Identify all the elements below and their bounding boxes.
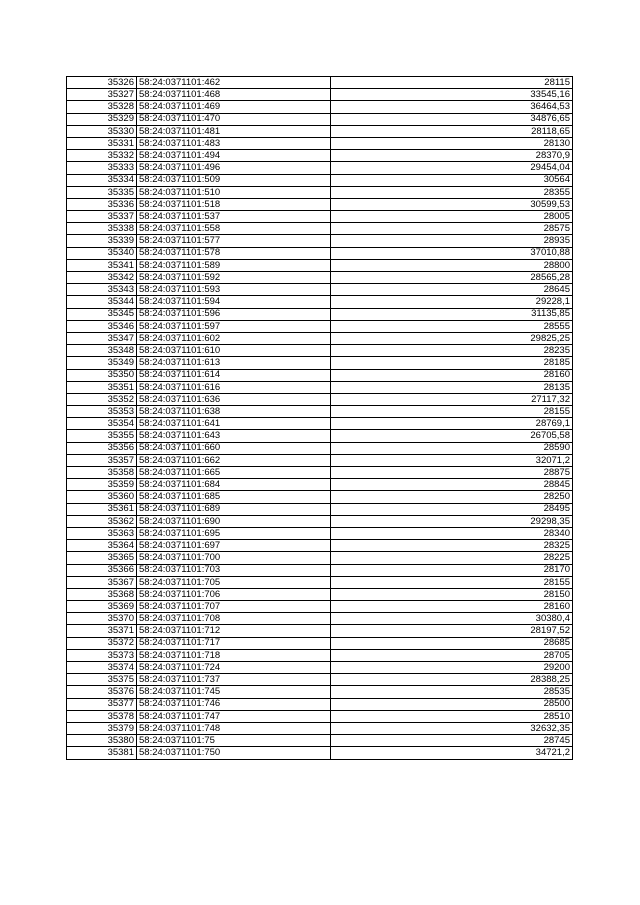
value-cell: 29228,1 (331, 296, 573, 308)
cadastral-number-cell: 58:24:0371101:593 (137, 284, 331, 296)
row-id-cell: 35335 (67, 186, 137, 198)
cadastral-number-cell: 58:24:0371101:638 (137, 406, 331, 418)
value-cell: 28118,65 (331, 125, 573, 137)
value-cell: 28150 (331, 588, 573, 600)
value-cell: 28185 (331, 357, 573, 369)
cadastral-number-cell: 58:24:0371101:695 (137, 527, 331, 539)
cadastral-number-cell: 58:24:0371101:685 (137, 491, 331, 503)
cadastral-number-cell: 58:24:0371101:697 (137, 540, 331, 552)
row-id-cell: 35327 (67, 89, 137, 101)
value-cell: 33545,16 (331, 89, 573, 101)
row-id-cell: 35365 (67, 552, 137, 564)
cadastral-number-cell: 58:24:0371101:708 (137, 613, 331, 625)
cadastral-number-cell: 58:24:0371101:589 (137, 259, 331, 271)
row-id-cell: 35343 (67, 284, 137, 296)
cadastral-number-cell: 58:24:0371101:662 (137, 454, 331, 466)
row-id-cell: 35363 (67, 527, 137, 539)
table-row (67, 284, 573, 296)
value-cell: 28325 (331, 540, 573, 552)
table-row (67, 576, 573, 588)
row-id-cell: 35367 (67, 576, 137, 588)
cadastral-number-cell: 58:24:0371101:510 (137, 186, 331, 198)
row-id-cell: 35329 (67, 113, 137, 125)
value-cell: 28160 (331, 369, 573, 381)
table-row (67, 247, 573, 259)
row-id-cell: 35359 (67, 479, 137, 491)
value-cell: 29454,04 (331, 162, 573, 174)
value-cell: 32071,2 (331, 454, 573, 466)
value-cell: 28005 (331, 211, 573, 223)
value-cell: 28745 (331, 735, 573, 747)
row-id-cell: 35354 (67, 418, 137, 430)
value-cell: 27117,32 (331, 393, 573, 405)
row-id-cell: 35358 (67, 467, 137, 479)
cadastral-number-cell: 58:24:0371101:641 (137, 418, 331, 430)
table-row (67, 515, 573, 527)
cadastral-number-cell: 58:24:0371101:594 (137, 296, 331, 308)
value-cell: 28500 (331, 698, 573, 710)
row-id-cell: 35357 (67, 454, 137, 466)
table-row (67, 662, 573, 674)
cadastral-number-cell: 58:24:0371101:706 (137, 588, 331, 600)
row-id-cell: 35378 (67, 710, 137, 722)
cadastral-number-cell: 58:24:0371101:684 (137, 479, 331, 491)
cadastral-number-cell: 58:24:0371101:469 (137, 101, 331, 113)
value-cell: 28225 (331, 552, 573, 564)
cadastral-number-cell: 58:24:0371101:750 (137, 747, 331, 759)
cadastral-number-cell: 58:24:0371101:748 (137, 722, 331, 734)
table-row (67, 479, 573, 491)
row-id-cell: 35351 (67, 381, 137, 393)
row-id-cell: 35350 (67, 369, 137, 381)
table-row (67, 211, 573, 223)
row-id-cell: 35344 (67, 296, 137, 308)
table-row (67, 637, 573, 649)
cadastral-number-cell: 58:24:0371101:483 (137, 137, 331, 149)
cadastral-number-cell: 58:24:0371101:494 (137, 150, 331, 162)
table-row (67, 393, 573, 405)
table-row (67, 735, 573, 747)
cadastral-number-cell: 58:24:0371101:689 (137, 503, 331, 515)
row-id-cell: 35326 (67, 77, 137, 89)
cadastral-number-cell: 58:24:0371101:602 (137, 332, 331, 344)
row-id-cell: 35328 (67, 101, 137, 113)
value-cell: 28510 (331, 710, 573, 722)
table-row (67, 442, 573, 454)
row-id-cell: 35373 (67, 649, 137, 661)
value-cell: 28875 (331, 467, 573, 479)
cadastral-number-cell: 58:24:0371101:707 (137, 601, 331, 613)
table-row (67, 89, 573, 101)
row-id-cell: 35355 (67, 430, 137, 442)
row-id-cell: 35339 (67, 235, 137, 247)
table-row (67, 125, 573, 137)
value-cell: 28197,52 (331, 625, 573, 637)
row-id-cell: 35360 (67, 491, 137, 503)
table-row (67, 332, 573, 344)
row-id-cell: 35380 (67, 735, 137, 747)
row-id-cell: 35375 (67, 674, 137, 686)
row-id-cell: 35368 (67, 588, 137, 600)
table-row (67, 588, 573, 600)
row-id-cell: 35345 (67, 308, 137, 320)
row-id-cell: 35374 (67, 662, 137, 674)
value-cell: 28155 (331, 576, 573, 588)
table-row (67, 430, 573, 442)
table-row (67, 381, 573, 393)
value-cell: 28370,9 (331, 150, 573, 162)
table-row (67, 491, 573, 503)
row-id-cell: 35332 (67, 150, 137, 162)
table-row (67, 308, 573, 320)
row-id-cell: 35337 (67, 211, 137, 223)
row-id-cell: 35353 (67, 406, 137, 418)
table-row (67, 406, 573, 418)
cadastral-number-cell: 58:24:0371101:468 (137, 89, 331, 101)
table-row (67, 613, 573, 625)
table-row (67, 223, 573, 235)
value-cell: 28800 (331, 259, 573, 271)
value-cell: 28135 (331, 381, 573, 393)
row-id-cell: 35342 (67, 272, 137, 284)
cadastral-number-cell: 58:24:0371101:636 (137, 393, 331, 405)
value-cell: 29200 (331, 662, 573, 674)
value-cell: 34721,2 (331, 747, 573, 759)
value-cell: 28115 (331, 77, 573, 89)
value-cell: 28250 (331, 491, 573, 503)
table-row (67, 235, 573, 247)
value-cell: 34876,65 (331, 113, 573, 125)
cadastral-number-cell: 58:24:0371101:660 (137, 442, 331, 454)
cadastral-number-cell: 58:24:0371101:537 (137, 211, 331, 223)
row-id-cell: 35364 (67, 540, 137, 552)
table-row (67, 686, 573, 698)
value-cell: 28645 (331, 284, 573, 296)
row-id-cell: 35352 (67, 393, 137, 405)
row-id-cell: 35376 (67, 686, 137, 698)
table-row (67, 198, 573, 210)
cadastral-number-cell: 58:24:0371101:643 (137, 430, 331, 442)
table-row (67, 259, 573, 271)
table-row (67, 113, 573, 125)
cadastral-number-cell: 58:24:0371101:518 (137, 198, 331, 210)
cadastral-number-cell: 58:24:0371101:597 (137, 320, 331, 332)
row-id-cell: 35366 (67, 564, 137, 576)
cadastral-number-cell: 58:24:0371101:509 (137, 174, 331, 186)
cadastral-number-cell: 58:24:0371101:737 (137, 674, 331, 686)
value-cell: 28555 (331, 320, 573, 332)
row-id-cell: 35348 (67, 345, 137, 357)
row-id-cell: 35333 (67, 162, 137, 174)
row-id-cell: 35372 (67, 637, 137, 649)
table-row (67, 601, 573, 613)
cadastral-number-cell: 58:24:0371101:614 (137, 369, 331, 381)
row-id-cell: 35356 (67, 442, 137, 454)
value-cell: 32632,35 (331, 722, 573, 734)
table-row (67, 527, 573, 539)
row-id-cell: 35370 (67, 613, 137, 625)
value-cell: 28845 (331, 479, 573, 491)
row-id-cell: 35349 (67, 357, 137, 369)
cadastral-number-cell: 58:24:0371101:717 (137, 637, 331, 649)
row-id-cell: 35377 (67, 698, 137, 710)
cadastral-number-cell: 58:24:0371101:665 (137, 467, 331, 479)
value-cell: 28575 (331, 223, 573, 235)
cadastral-number-cell: 58:24:0371101:703 (137, 564, 331, 576)
value-cell: 30380,4 (331, 613, 573, 625)
table-body (67, 77, 573, 760)
row-id-cell: 35330 (67, 125, 137, 137)
table-row (67, 625, 573, 637)
value-cell: 28705 (331, 649, 573, 661)
table-row (67, 540, 573, 552)
table-row (67, 296, 573, 308)
row-id-cell: 35346 (67, 320, 137, 332)
value-cell: 28355 (331, 186, 573, 198)
row-id-cell: 35362 (67, 515, 137, 527)
cadastral-number-cell: 58:24:0371101:592 (137, 272, 331, 284)
value-cell: 28130 (331, 137, 573, 149)
value-cell: 30564 (331, 174, 573, 186)
table-row (67, 674, 573, 686)
row-id-cell: 35341 (67, 259, 137, 271)
row-id-cell: 35361 (67, 503, 137, 515)
cadastral-number-cell: 58:24:0371101:558 (137, 223, 331, 235)
cadastral-number-cell: 58:24:0371101:746 (137, 698, 331, 710)
cadastral-number-cell: 58:24:0371101:596 (137, 308, 331, 320)
cadastral-number-cell: 58:24:0371101:616 (137, 381, 331, 393)
value-cell: 37010,88 (331, 247, 573, 259)
table-row (67, 710, 573, 722)
table-row (67, 77, 573, 89)
cadastral-number-cell: 58:24:0371101:470 (137, 113, 331, 125)
value-cell: 28495 (331, 503, 573, 515)
table-row (67, 454, 573, 466)
row-id-cell: 35331 (67, 137, 137, 149)
table-row (67, 357, 573, 369)
cadastral-number-cell: 58:24:0371101:577 (137, 235, 331, 247)
cadastral-number-cell: 58:24:0371101:724 (137, 662, 331, 674)
value-cell: 28170 (331, 564, 573, 576)
value-cell: 28535 (331, 686, 573, 698)
table-row (67, 150, 573, 162)
cadastral-number-cell: 58:24:0371101:613 (137, 357, 331, 369)
row-id-cell: 35381 (67, 747, 137, 759)
value-cell: 28590 (331, 442, 573, 454)
table-row (67, 137, 573, 149)
table-row (67, 186, 573, 198)
row-id-cell: 35347 (67, 332, 137, 344)
row-id-cell: 35340 (67, 247, 137, 259)
table-row (67, 649, 573, 661)
cadastral-number-cell: 58:24:0371101:718 (137, 649, 331, 661)
table-row (67, 747, 573, 759)
row-id-cell: 35338 (67, 223, 137, 235)
cadastral-number-cell: 58:24:0371101:712 (137, 625, 331, 637)
cadastral-number-cell: 58:24:0371101:747 (137, 710, 331, 722)
value-cell: 28565,28 (331, 272, 573, 284)
table-row (67, 369, 573, 381)
cadastral-number-cell: 58:24:0371101:745 (137, 686, 331, 698)
value-cell: 31135,85 (331, 308, 573, 320)
value-cell: 30599,53 (331, 198, 573, 210)
table-row (67, 162, 573, 174)
value-cell: 28769,1 (331, 418, 573, 430)
table-row (67, 467, 573, 479)
table-row (67, 174, 573, 186)
cadastral-number-cell: 58:24:0371101:496 (137, 162, 331, 174)
data-table (66, 76, 573, 760)
table-row (67, 320, 573, 332)
value-cell: 26705,58 (331, 430, 573, 442)
value-cell: 28685 (331, 637, 573, 649)
value-cell: 28388,25 (331, 674, 573, 686)
value-cell: 28155 (331, 406, 573, 418)
cadastral-number-cell: 58:24:0371101:700 (137, 552, 331, 564)
value-cell: 28235 (331, 345, 573, 357)
table-row (67, 698, 573, 710)
value-cell: 28340 (331, 527, 573, 539)
cadastral-number-cell: 58:24:0371101:75 (137, 735, 331, 747)
table-row (67, 552, 573, 564)
table-row (67, 345, 573, 357)
table-row (67, 101, 573, 113)
row-id-cell: 35336 (67, 198, 137, 210)
value-cell: 36464,53 (331, 101, 573, 113)
row-id-cell: 35369 (67, 601, 137, 613)
table-row (67, 722, 573, 734)
cadastral-number-cell: 58:24:0371101:610 (137, 345, 331, 357)
table-row (67, 564, 573, 576)
value-cell: 28160 (331, 601, 573, 613)
table-row (67, 503, 573, 515)
value-cell: 29298,35 (331, 515, 573, 527)
table-row (67, 272, 573, 284)
cadastral-number-cell: 58:24:0371101:578 (137, 247, 331, 259)
value-cell: 29825,25 (331, 332, 573, 344)
table-row (67, 418, 573, 430)
row-id-cell: 35371 (67, 625, 137, 637)
cadastral-number-cell: 58:24:0371101:690 (137, 515, 331, 527)
cadastral-number-cell: 58:24:0371101:462 (137, 77, 331, 89)
row-id-cell: 35379 (67, 722, 137, 734)
cadastral-number-cell: 58:24:0371101:481 (137, 125, 331, 137)
cadastral-number-cell: 58:24:0371101:705 (137, 576, 331, 588)
row-id-cell: 35334 (67, 174, 137, 186)
value-cell: 28935 (331, 235, 573, 247)
